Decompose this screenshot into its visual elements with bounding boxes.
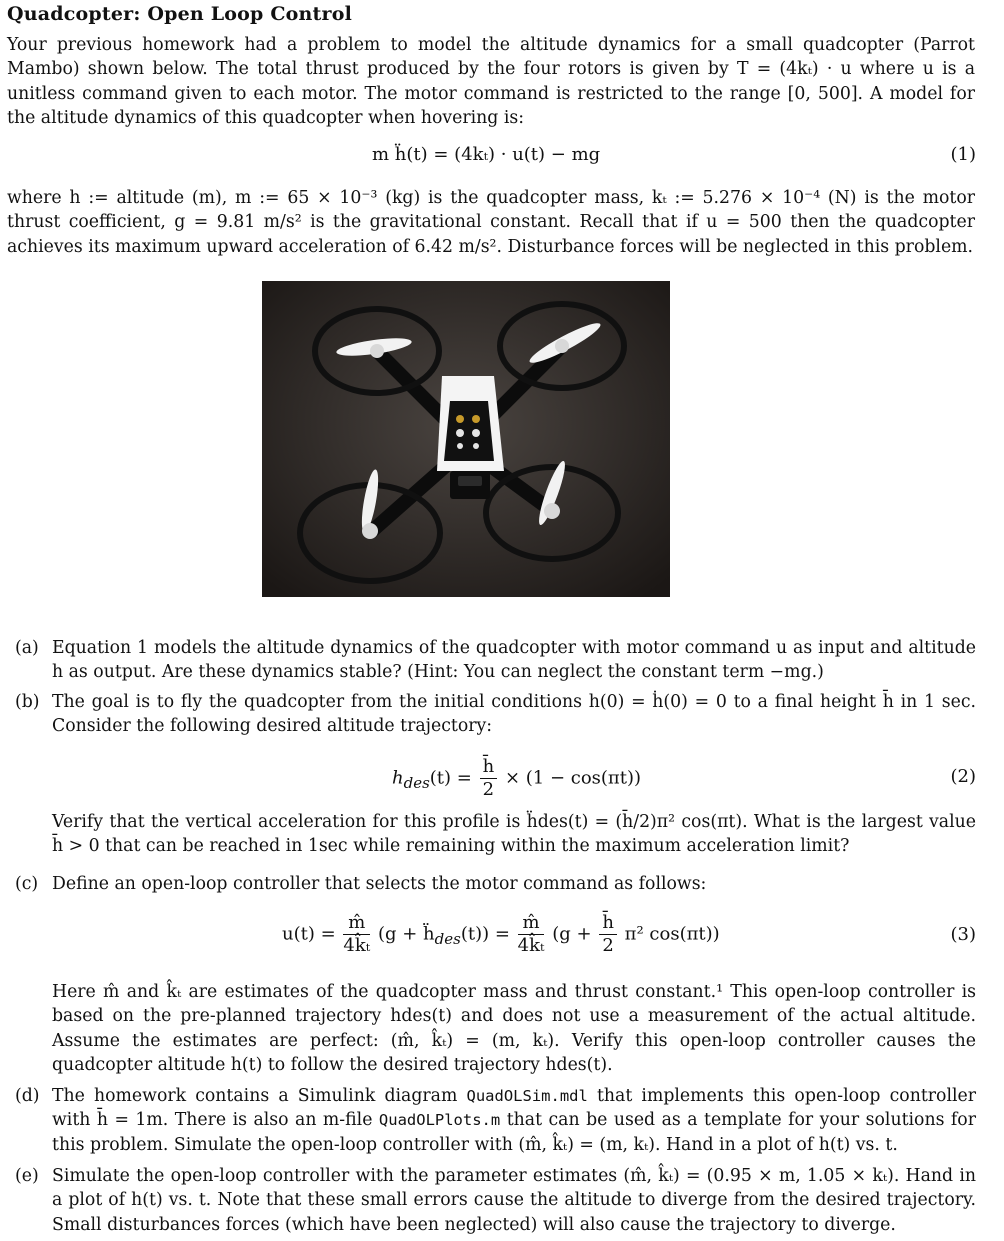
equation-1-number: (1) <box>950 144 976 165</box>
equation-2-body <box>392 756 641 801</box>
equation-3-mid-1: (g + ḧ <box>377 923 435 945</box>
question-e-text: Simulate the open-loop controller with the parameter estimates (m̂, k̂ₜ) = (0.95 × m, 1.05 × kₜ). Hand in a plot of h(t) vs. t. Note that these small errors cause the altitude to diverge from the desired trajectory. Small disturbances forces (which have been neglected) will also cause the trajectory to diverge. <box>52 1166 976 1235</box>
equation-3-f3-denominator: 2 <box>602 935 614 956</box>
equation-3-fraction-2 <box>518 912 545 957</box>
question-c-text-2: Here m̂ and k̂ₜ are estimates of the quadcopter mass and thrust constant.¹ This open-loop controller is based on the pre-planned trajectory hdes(t) and does not use a measurement of the actual altitude. Assume the estimates are perfect: (m̂, k̂ₜ) = (m, kₜ). Verify this open-loop controller causes the quadcopter altitude h(t) to follow the desired trajectory hdes(t). <box>52 982 976 1075</box>
equation-2-fraction <box>480 756 498 801</box>
equation-3-f3-numerator: h̄ <box>599 912 617 935</box>
equation-3-f1-numerator: m̂ <box>343 912 370 935</box>
equation-2-lhs: h <box>392 767 404 789</box>
equation-1-body: m ḧ(t) = (4kₜ) · u(t) − mg <box>372 144 601 165</box>
equation-3-lhs: u(t) = <box>282 923 336 945</box>
equation-2-number: (2) <box>950 766 976 787</box>
equation-3-f1-denominator: 4k̂ₜ <box>343 935 371 956</box>
equation-2-denominator: 2 <box>482 779 495 800</box>
equation-3-fraction-3 <box>599 912 617 957</box>
equation-3-mid-1-sub: des <box>434 930 461 949</box>
intro-paragraph: Your previous homework had a problem to model the altitude dynamics for a small quadcopter (Parrot Mambo) shown below. The total thrust produced by the four rotors is given by T = (4kₜ) · u where u is a unitless command given to each motor. The motor command is restricted to the range [0, 500]. A model for the altitude dynamics of this quadcopter when hovering is: <box>7 35 975 128</box>
question-b-text-2: Verify that the vertical acceleration for this profile is ḧdes(t) = (h̄/2)π² cos(πt). What is the largest value h̄ > 0 that can be reached in 1sec while remaining within the maximum acceleration limit? <box>52 812 976 857</box>
equation-3-mid-2: (g + <box>552 923 592 945</box>
equation-3-f2-denominator: 4k̂ₜ <box>517 935 545 956</box>
question-b-label: (b) <box>15 692 40 712</box>
question-d-text-3: that can be used as a template for your solutions for this problem. Simulate the open-loop controller with (m̂, k̂ₜ) = (m, kₜ). Hand in a plot of h(t) vs. t. <box>52 1110 976 1155</box>
page-title: Quadcopter: Open Loop Control <box>7 3 353 25</box>
question-d-text <box>52 1084 976 1157</box>
question-b-text: The goal is to fly the quadcopter from the initial conditions h(0) = ḣ(0) = 0 to a final height h̄ in 1 sec. Consider the following desired altitude trajectory: <box>52 692 976 737</box>
where-paragraph: where h := altitude (m), m := 65 × 10⁻³ (kg) is the quadcopter mass, kₜ := 5.276 × 10⁻⁴ (N) is the motor thrust coefficient, g = 9.81 m/s² is the gravitational constant. Recall that if u = 500 then the quadcopter achieves its maximum upward acceleration of 6.42 m/s². Disturbance forces will be neglected in this problem. <box>7 188 975 257</box>
question-c-text: Define an open-loop controller that selects the motor command as follows: <box>52 874 707 894</box>
question-e-label: (e) <box>15 1166 39 1186</box>
simulink-file-name: QuadOLSim.mdl <box>466 1087 588 1105</box>
equation-3-number: (3) <box>950 924 976 945</box>
question-d-text-2: that implements this open-loop controller with h̄ = 1m. There is also an m-file <box>52 1086 976 1131</box>
question-a-text: Equation 1 models the altitude dynamics of the quadcopter with motor command u as input and altitude h as output. Are these dynamics stable? (Hint: You can neglect the constant term −mg.) <box>52 638 976 683</box>
question-d-text-1: The homework contains a Simulink diagram <box>52 1086 467 1106</box>
equation-3-fraction-1 <box>343 912 370 957</box>
drone-illustration <box>262 281 670 597</box>
equation-3-end: π² cos(πt)) <box>624 923 720 945</box>
equation-2-numerator: h̄ <box>480 756 498 779</box>
mfile-name: QuadOLPlots.m <box>378 1111 501 1130</box>
equation-2-lhs-sub: des <box>403 774 430 793</box>
equation-3-mid-1-end: (t)) = <box>460 923 510 945</box>
equation-2-lhs-end: (t) = <box>429 767 472 789</box>
question-d-label: (d) <box>15 1086 40 1106</box>
question-c-label: (c) <box>15 874 39 894</box>
equation-3-f2-numerator: m̂ <box>518 912 545 935</box>
equation-3-body <box>282 912 720 957</box>
equation-2-rhs: × (1 − cos(πt)) <box>504 767 642 789</box>
quadcopter-photo <box>262 281 670 597</box>
question-a-label: (a) <box>15 638 39 658</box>
